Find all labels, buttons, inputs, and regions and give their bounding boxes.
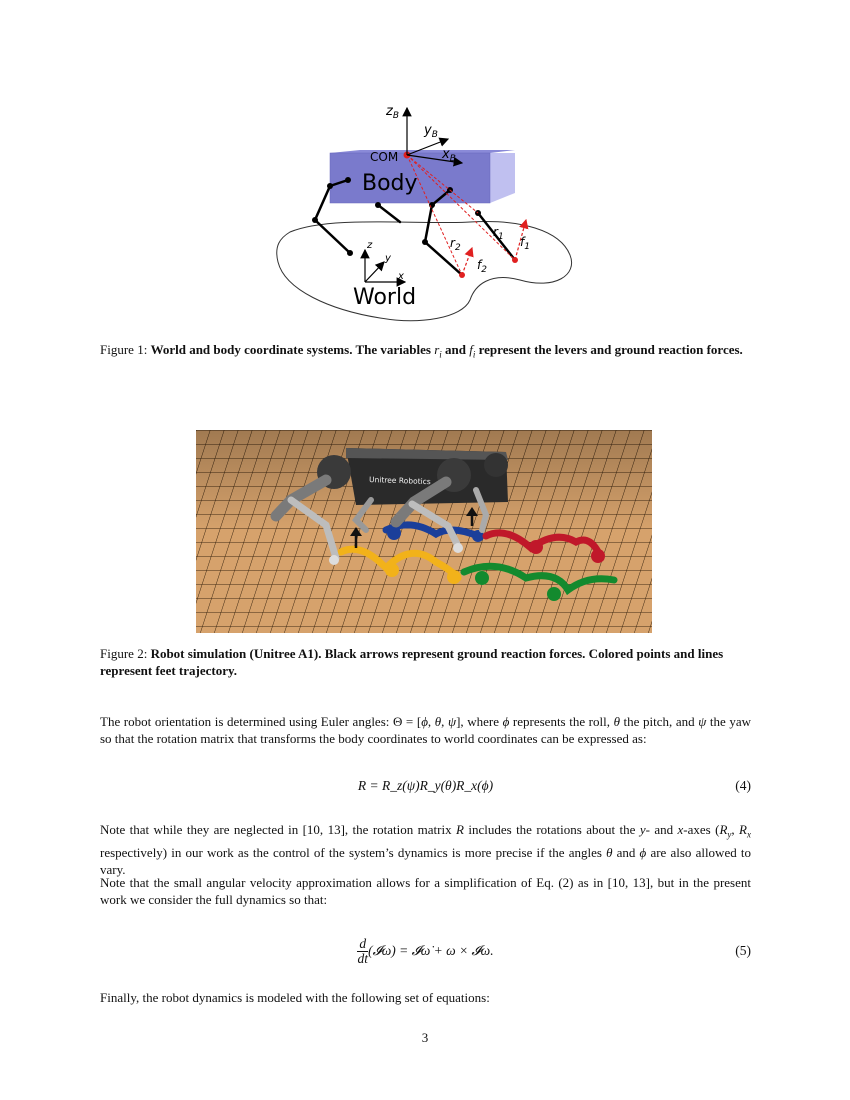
svg-text:zB: $z_B$ <box>386 104 400 121</box>
world-region <box>277 222 572 321</box>
svg-text:xB: $x_B$ <box>442 147 456 164</box>
figure-2-simulation <box>196 430 652 633</box>
svg-text:r2: $r_2$ <box>450 236 461 253</box>
figure-1-diagram <box>270 95 590 330</box>
equation-5: $\frac{d}{dt}$ (𝓘ω) = 𝓘ω̇ + ω × 𝓘ω. (5) <box>357 936 751 967</box>
figure-1-caption: Figure 1: World and body coordinate systems. The variables $r_i$ and $f_i$ represent the levers and ground reaction forces. <box>100 342 743 360</box>
paragraph-euler-angles: The robot orientation is determined using Euler angles: Θ = [ϕ, θ, ψ], where ϕ represents the roll, θ the pitch, and ψ the yaw so that the rotation matrix that transforms the body coordinates to world coordinates can be expressed as: <box>100 714 751 746</box>
svg-text:yB: $y_B$ <box>424 123 438 140</box>
body-label: Body <box>362 171 418 196</box>
paragraph-rotation-matrix: Note that while they are neglected in [10, 13], the rotation matrix R includes the rotations about the y- and x-axes ($R_y$, $R_x$ respectively) in our work as the control of the system’s dynamics is more precise if the angles θ and ϕ are also allowed to vary. <box>100 822 751 877</box>
svg-text:y: y <box>385 253 391 264</box>
world-label: World <box>353 285 417 310</box>
svg-text:r1: $r_1$ <box>493 225 504 242</box>
body-side <box>490 153 515 203</box>
robot-label: Unitree Robotics <box>368 475 431 487</box>
com-label: COM <box>370 150 399 164</box>
body-top <box>330 150 515 153</box>
svg-text:x: x <box>398 271 404 282</box>
svg-text:z: z <box>367 240 373 251</box>
svg-text:f1: $f_1$ <box>520 235 530 252</box>
paragraph-dynamics: Finally, the robot dynamics is modeled with the following set of equations: <box>100 990 490 1005</box>
axis-y <box>365 262 384 282</box>
equation-4: R = R_z(ψ)R_y(θ)R_x(ϕ) (4) <box>357 778 751 793</box>
page-number: 3 <box>421 1030 429 1045</box>
force-arrow-f2 <box>462 248 472 275</box>
paragraph-angular-velocity: Note that the small angular velocity approximation allows for a simplification of Eq. (2) as in [10, 13], but in the present work we consider the full dynamics so that: <box>100 875 751 907</box>
figure-2-caption: Figure 2: Robot simulation (Unitree A1). Black arrows represent ground reaction forces. Colored points and lines represent feet trajectory. <box>100 646 724 678</box>
svg-text:f2: $f_2$ <box>477 258 487 275</box>
